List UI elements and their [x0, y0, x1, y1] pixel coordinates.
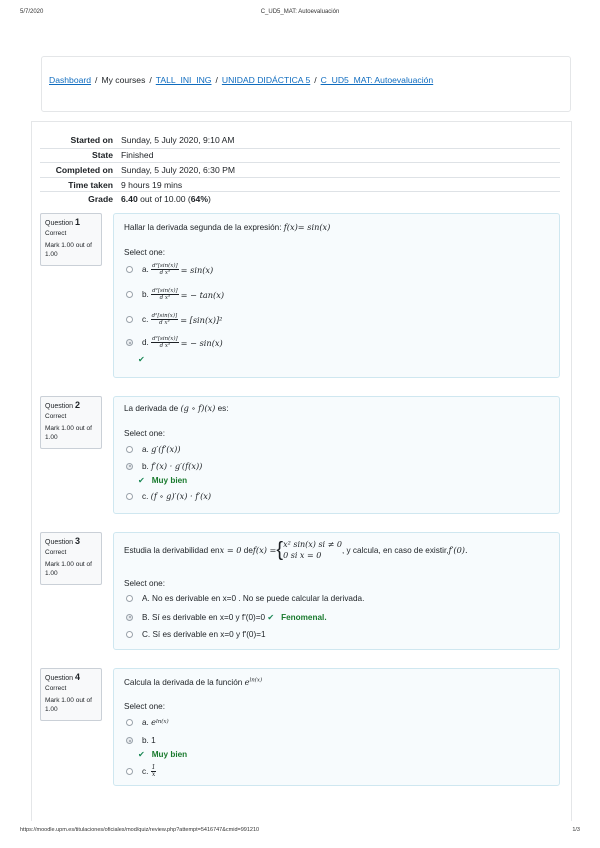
- question-content-4: [113, 668, 560, 786]
- radio-button-selected[interactable]: [126, 339, 133, 346]
- breadcrumb-course[interactable]: TALL_INI_ING: [155, 75, 212, 85]
- breadcrumb-quiz[interactable]: C_UD5_MAT: Autoevaluación: [320, 75, 434, 85]
- answer-option-b[interactable]: b. 1: [126, 736, 156, 745]
- check-icon: ✔: [138, 475, 145, 485]
- correct-feedback: [138, 354, 145, 364]
- answer-option-c[interactable]: c. $\frac{1}{x}$: [126, 765, 158, 778]
- select-one-prompt: Select one:: [124, 248, 165, 257]
- breadcrumb-box: [41, 56, 571, 112]
- radio-button[interactable]: [126, 266, 133, 273]
- print-url: https://moodle.upm.es/titulaciones/oficiales/mod/quiz/review.php?attempt=5416747&cmid=991210: [20, 827, 260, 833]
- radio-button-selected[interactable]: [126, 614, 133, 621]
- select-one-prompt: Select one:: [124, 429, 165, 438]
- answer-option-a[interactable]: a. g′(f′(x)): [126, 444, 181, 454]
- check-icon: ✔: [267, 612, 275, 622]
- breadcrumb-dashboard[interactable]: Dashboard: [49, 75, 92, 85]
- question-info-3: Question 3 Correct Mark 1.00 out of 1.00: [40, 532, 102, 585]
- radio-button[interactable]: [126, 316, 133, 323]
- print-footer: [20, 827, 580, 837]
- check-icon: ✔: [138, 749, 145, 759]
- answer-option-b[interactable]: B. Sí es derivable en x=0 y f'(0)=0 ✔ Fenomenal.: [126, 612, 327, 622]
- question-info-2: Question 2 Correct Mark 1.00 out of 1.00: [40, 396, 102, 449]
- breadcrumb-unit[interactable]: UNIDAD DIDÁCTICA 5: [221, 75, 311, 85]
- answer-option-b[interactable]: b. f′(x) · g′(f(x)): [126, 461, 202, 471]
- summary-row-grade: Grade 6.40 out of 10.00 (64%): [40, 191, 560, 206]
- summary-row: State Finished: [40, 148, 560, 163]
- radio-button[interactable]: [126, 446, 133, 453]
- answer-option-c[interactable]: c. (f ∘ g)′(x) · f′(x): [126, 491, 211, 501]
- breadcrumb-my-courses: My courses: [101, 75, 146, 85]
- print-date: 5/7/2020: [20, 9, 44, 15]
- summary-row: Started on Sunday, 5 July 2020, 9:10 AM: [70, 135, 235, 146]
- check-icon: ✔: [138, 354, 145, 364]
- answer-option-a[interactable]: a. e ln(x): [126, 717, 169, 727]
- question-content-3: [113, 532, 560, 650]
- attempt-summary-table: [40, 133, 560, 206]
- answer-option-d[interactable]: d. $\frac{\text{d²[sin(x)]}}{\text{d x²}}$ = − sin(x): [126, 336, 223, 349]
- radio-button[interactable]: [126, 291, 133, 298]
- breadcrumb: Dashboard / My courses / TALL_INI_ING / UNIDAD DIDÁCTICA 5 / C_UD5_MAT: Autoevaluación: [49, 75, 434, 85]
- answer-option-a[interactable]: A. No es derivable en x=0 . No se puede calcular la derivada.: [126, 594, 364, 603]
- question-info-4: Question 4 Correct Mark 1.00 out of 1.00: [40, 668, 102, 721]
- question-content-1: [113, 213, 560, 378]
- radio-button-selected[interactable]: [126, 463, 133, 470]
- question-info-1: Question 1 Correct Mark 1.00 out of 1.00: [40, 213, 102, 266]
- select-one-prompt: Select one:: [124, 702, 165, 711]
- select-one-prompt: Select one:: [124, 579, 165, 588]
- question-text: Hallar la derivada segunda de la expresión: f(x)= sin(x): [124, 222, 331, 232]
- answer-option-a[interactable]: a. $\frac{\text{d²[sin(x)]}}{\text{d x²}}$ = sin(x): [126, 263, 213, 276]
- answer-option-b[interactable]: b. $\frac{\text{d²[sin(x)]}}{\text{d x²}}$ = − tan(x): [126, 288, 224, 301]
- radio-button[interactable]: [126, 631, 133, 638]
- radio-button[interactable]: [126, 595, 133, 602]
- radio-button[interactable]: [126, 493, 133, 500]
- question-text: Calcula la derivada de la función $e^{ln(x)}$: [124, 677, 263, 687]
- answer-option-c[interactable]: C. Sí es derivable en x=0 y f'(0)=1: [126, 630, 266, 639]
- summary-row: Completed on Sunday, 5 July 2020, 6:30 PM: [40, 162, 560, 177]
- answer-feedback: ✔ Muy bien: [138, 475, 188, 485]
- print-header: [20, 9, 580, 19]
- answer-feedback: ✔ Muy bien: [138, 749, 188, 759]
- radio-button[interactable]: [126, 768, 133, 775]
- answer-option-c[interactable]: c. $\frac{\text{d²[sin(x)]}}{\text{d x²}}$ = [sin(x)]²: [126, 313, 222, 326]
- summary-row: Time taken 9 hours 19 mins: [40, 177, 560, 192]
- print-page-number: 1/3: [572, 827, 580, 833]
- question-text: La derivada de (g ∘ f)(x) es:: [124, 403, 229, 413]
- question-content-2: [113, 396, 560, 514]
- radio-button-selected[interactable]: [126, 737, 133, 744]
- radio-button[interactable]: [126, 719, 133, 726]
- print-title: C_UD5_MAT: Autoevaluación: [260, 9, 340, 15]
- question-text: Estudia la derivabilidad en x = 0 de f(x) = { x² sin(x) si ≠ 0 0 si x = 0 , y calcula, en caso de existir, f′(0).: [124, 539, 468, 561]
